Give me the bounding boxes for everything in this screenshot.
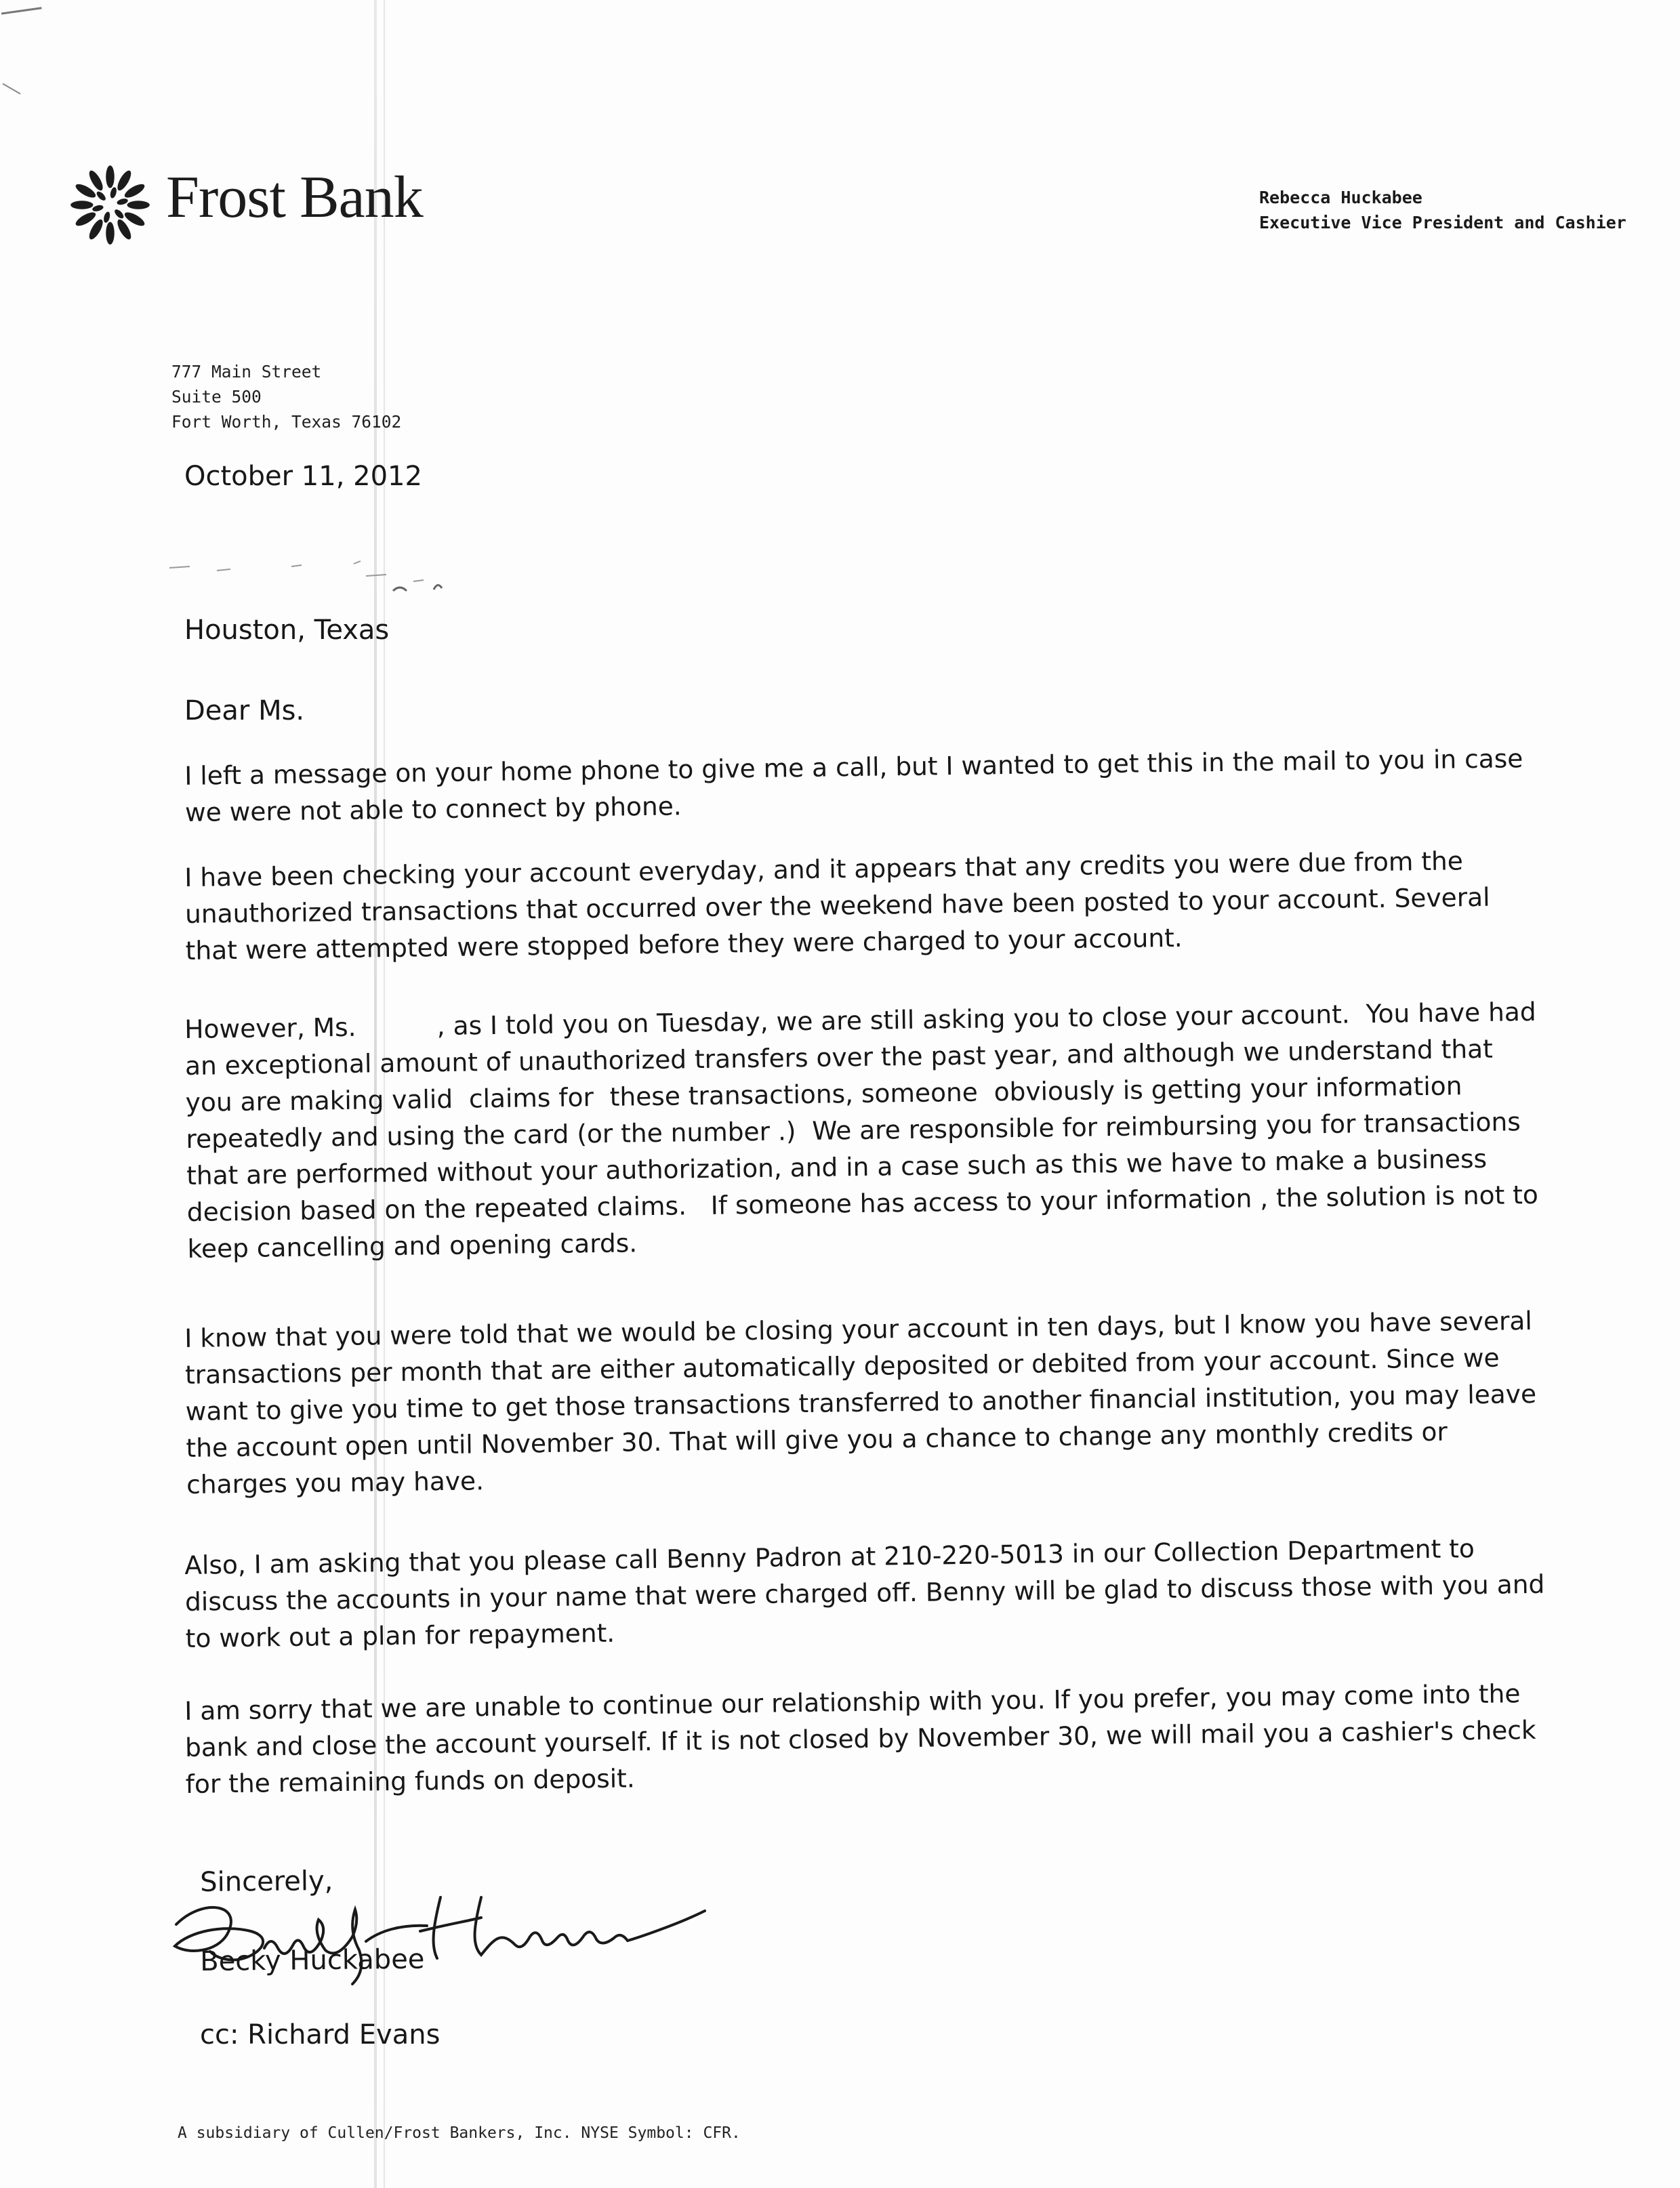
body-paragraph: I have been checking your account everyday, and it appears that any credits you were due from the unauthorized transactions that occurred over the weekend have been posted to your account. Several that were attempted were stopped before they were charged to your account.: [184, 846, 1490, 966]
salutation: Dear Ms.: [184, 695, 305, 726]
bank-name: Frost Bank: [166, 165, 423, 230]
address-line: Suite 500: [171, 387, 262, 407]
letter-date: October 11, 2012: [184, 461, 422, 492]
scan-corner-mark: [1, 7, 50, 75]
officer-name: Rebecca Huckabee: [1259, 188, 1422, 207]
address-line: 777 Main Street: [171, 362, 322, 381]
cc-line: cc: Richard Evans: [200, 2019, 441, 2050]
body-paragraph: Also, I am asking that you please call Benny Padron at 210-220-5013 in our Collection Department to discuss the accounts in your name that were charged off. Benny will be glad to discuss those with you and to work out a plan for repayment.: [184, 1533, 1545, 1653]
body-paragraph: I am sorry that we are unable to continue our relationship with you. If you prefer, you may come into the bank and close the account yourself. If it is not closed by November 30, we will mail you a cashier's check for the remaining funds on deposit.: [184, 1678, 1536, 1799]
officer-title: Executive Vice President and Cashier: [1259, 213, 1626, 232]
frost-starburst-logo-icon: [68, 163, 152, 247]
footer-subsidiary: A subsidiary of Cullen/Frost Bankers, Inc. NYSE Symbol: CFR.: [178, 2124, 741, 2142]
scan-corner-mark: [3, 83, 21, 95]
recipient-city: Houston, Texas: [184, 615, 390, 646]
body-paragraph: However, Ms. , as I told you on Tuesday, we are still asking you to close your account. You have had an exceptional amount of unauthorized transfers over the past year, and although we understand that you are making valid claims for these transactions, someone obviously is getting your information repeatedly and using the card (or the number .) We are responsible for reimbursing you for transactions that are performed without your authorization, and in a case such as this we have to make a business decision based on the repeated claims. If someone has access to your information , the solution is not to keep cancelling and opening cards.: [184, 996, 1547, 1264]
redacted-address-marks: [163, 556, 488, 596]
signer-name: Becky Huckabee: [200, 1943, 425, 1977]
officer-block: [1259, 185, 1626, 235]
sender-address: [171, 359, 401, 434]
body-paragraph: I know that you were told that we would be closing your account in ten days, but I know you have several transactions per month that are either automatically deposited or debited from your account. Since we want to give you time to get those transactions transferred to another financial institution, you may leave the account open until November 30. That will give you a chance to change any monthly credits or charges you may have.: [184, 1305, 1537, 1500]
closing: Sincerely,: [200, 1865, 333, 1898]
address-line: Fort Worth, Texas 76102: [171, 412, 402, 432]
body-paragraph: I left a message on your home phone to give me a call, but I wanted to get this in the mail to you in case we were not able to connect by phone.: [184, 743, 1523, 827]
